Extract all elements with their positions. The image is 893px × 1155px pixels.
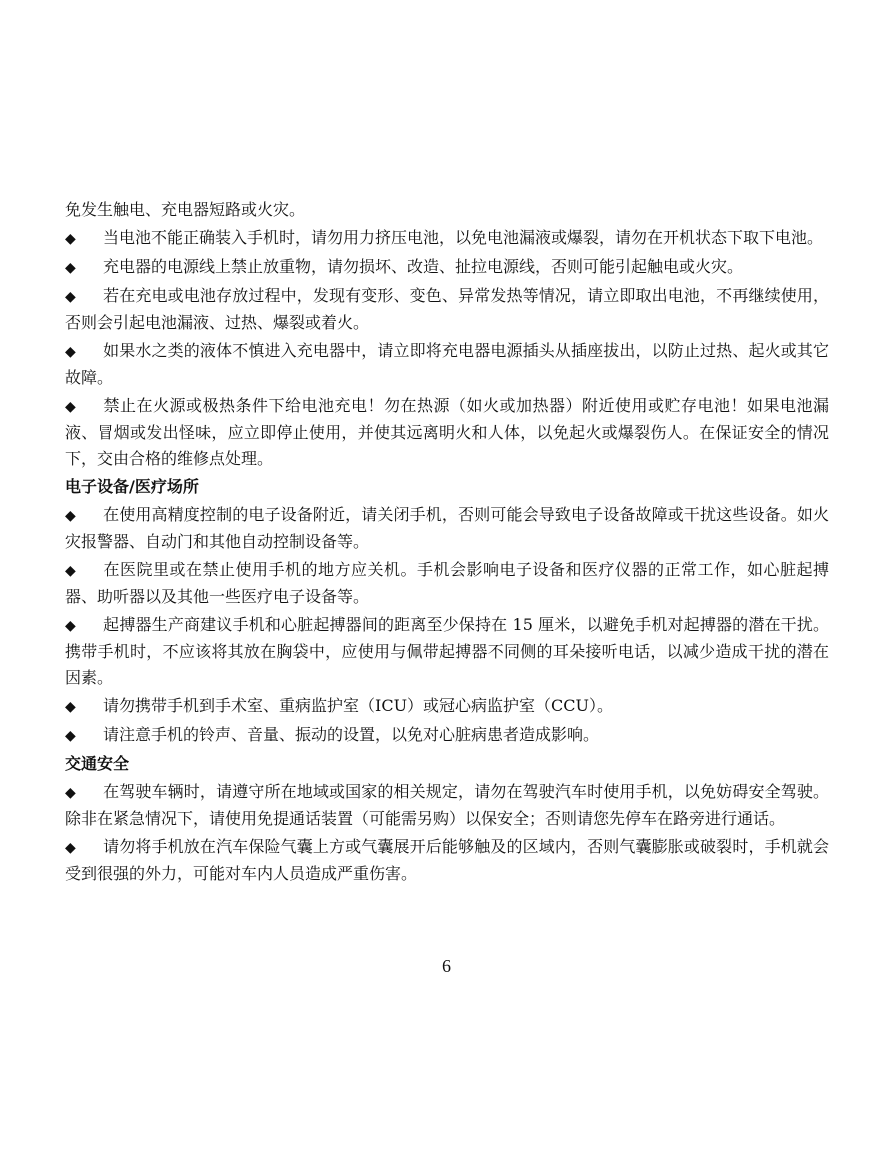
- battery-item-4: [65, 338, 829, 391]
- battery-item-text: 充电器的电源线上禁止放重物，请勿损坏、改造、扯拉电源线，否则可能引起触电或火灾。: [103, 257, 744, 276]
- electronics-item-text: 请勿携带手机到手术室、重病监护室（ICU）或冠心病监护室（CCU）。: [103, 696, 614, 715]
- battery-item-text: 当电池不能正确装入手机时，请勿用力挤压电池，以免电池漏液或爆裂，请勿在开机状态下取下电池。: [103, 228, 824, 247]
- section-heading-traffic: 交通安全: [65, 754, 130, 773]
- bullet-diamond-icon: ◆: [65, 289, 76, 305]
- electronics-item-text: 在使用高精度控制的电子设备附近，请关闭手机，否则可能会导致电子设备故障或干扰这些设备。如火灾报警器、自动门和其他自动控制设备等。: [65, 505, 829, 551]
- bullet-diamond-icon: ◆: [65, 699, 76, 715]
- bullet-diamond-icon: ◆: [65, 344, 76, 360]
- electronics-item-4: [65, 693, 829, 720]
- bullet-diamond-icon: ◆: [65, 399, 76, 415]
- electronics-item-text: 起搏器生产商建议手机和心脏起搏器间的距离至少保持在 15 厘米，以避免手机对起搏器的潜在干扰。携带手机时，不应该将其放在胸袋中，应使用与佩带起搏器不同侧的耳朵接听电话，以减少造成干扰的潜在因素。: [65, 615, 829, 687]
- battery-item-5: [65, 393, 829, 472]
- electronics-item-5: [65, 722, 829, 749]
- page-number: 6: [442, 956, 451, 976]
- electronics-item-3: [65, 612, 829, 691]
- bullet-diamond-icon: ◆: [65, 728, 76, 744]
- traffic-item-text: 请勿将手机放在汽车保险气囊上方或气囊展开后能够触及的区域内，否则气囊膨胀或破裂时，手机就会受到很强的外力，可能对车内人员造成严重伤害。: [65, 837, 829, 883]
- battery-item-text: 若在充电或电池存放过程中，发现有变形、变色、异常发热等情况，请立即取出电池，不再继续使用，否则会引起电池漏液、过热、爆裂或着火。: [65, 286, 829, 332]
- electronics-item-1: [65, 502, 829, 555]
- bullet-diamond-icon: ◆: [65, 840, 76, 856]
- continuation-text: 免发生触电、充电器短路或火灾。: [65, 200, 306, 219]
- battery-item-2: [65, 254, 829, 281]
- battery-item-text: 禁止在火源或极热条件下给电池充电！勿在热源（如火或加热器）附近使用或贮存电池！如果电池漏液、冒烟或发出怪味，应立即停止使用，并使其远离明火和人体，以免起火或爆裂伤人。在保证安全的情况下，交由合格的维修点处理。: [65, 396, 829, 468]
- bullet-diamond-icon: ◆: [65, 563, 76, 579]
- traffic-item-2: [65, 834, 829, 887]
- bullet-diamond-icon: ◆: [65, 618, 76, 634]
- battery-item-text: 如果水之类的液体不慎进入充电器中，请立即将充电器电源插头从插座拔出，以防止过热、起火或其它故障。: [65, 341, 829, 387]
- section-heading-electronics: 电子设备/医疗场所: [65, 477, 199, 496]
- battery-item-3: [65, 283, 829, 336]
- document-body: [65, 197, 829, 889]
- bullet-diamond-icon: ◆: [65, 260, 76, 276]
- traffic-item-text: 在驾驶车辆时，请遵守所在地域或国家的相关规定，请勿在驾驶汽车时使用手机，以免妨碍安全驾驶。除非在紧急情况下，请使用免提通话装置（可能需另购）以保安全；否则请您先停车在路旁进行通话。: [65, 782, 829, 828]
- bullet-diamond-icon: ◆: [65, 785, 76, 801]
- bullet-diamond-icon: ◆: [65, 231, 76, 247]
- electronics-item-text: 在医院里或在禁止使用手机的地方应关机。手机会影响电子设备和医疗仪器的正常工作，如心脏起搏器、助听器以及其他一些医疗电子设备等。: [65, 560, 829, 606]
- electronics-item-text: 请注意手机的铃声、音量、振动的设置，以免对心脏病患者造成影响。: [103, 725, 600, 744]
- battery-item-1: [65, 225, 829, 252]
- traffic-item-1: [65, 779, 829, 832]
- electronics-item-2: [65, 557, 829, 610]
- bullet-diamond-icon: ◆: [65, 508, 76, 524]
